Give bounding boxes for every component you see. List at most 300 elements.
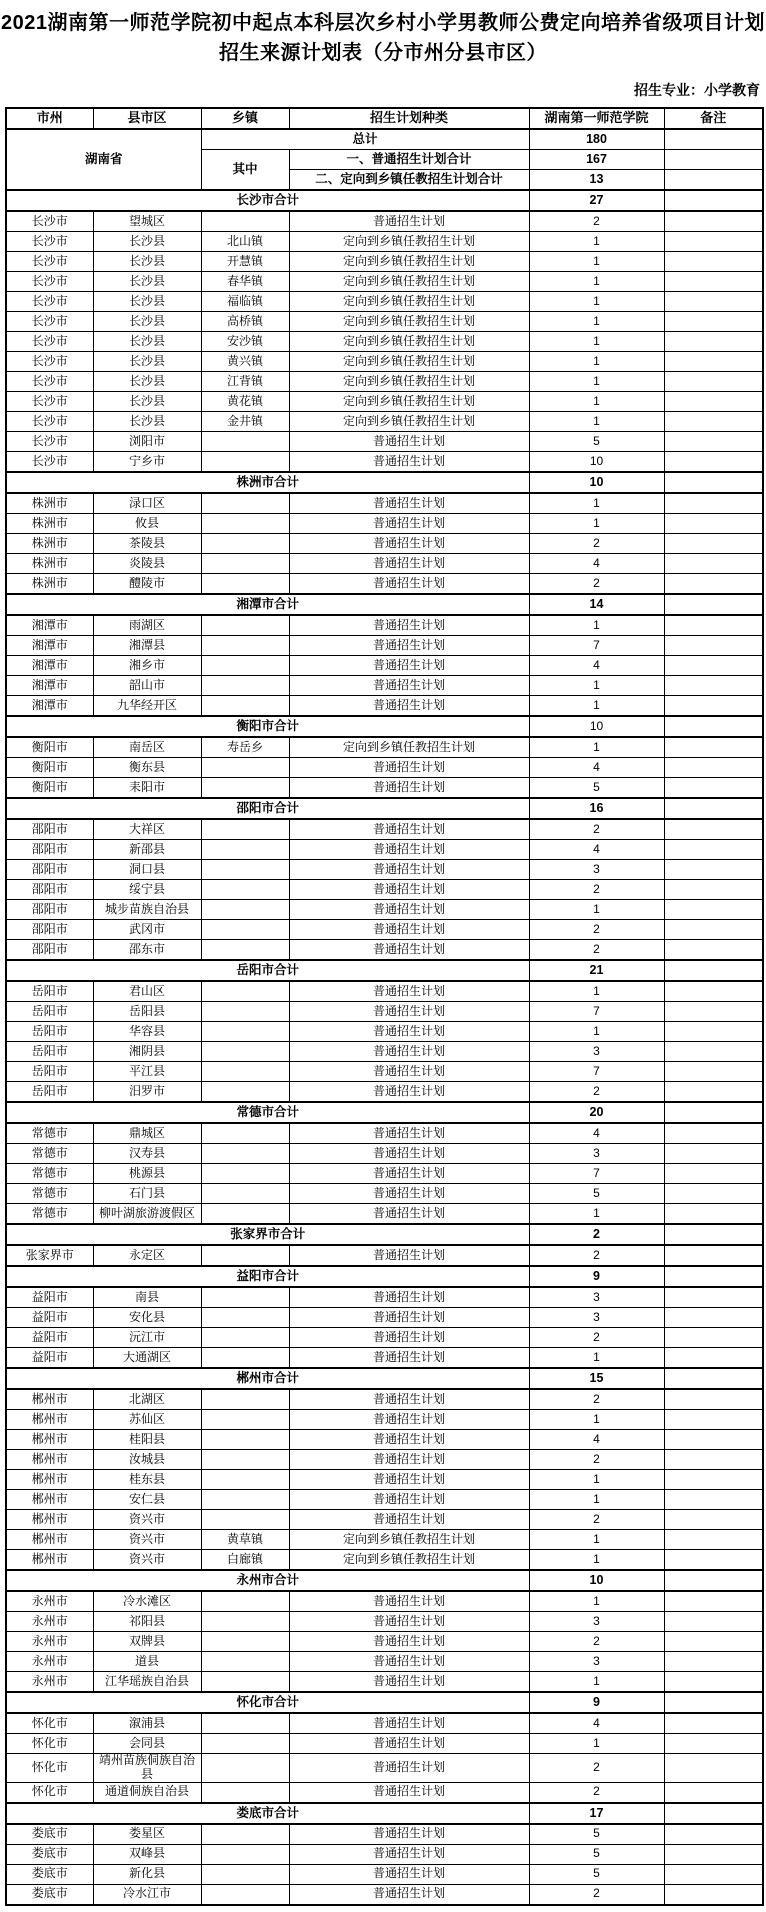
breakdown-township-value-cell: 13 [529, 170, 664, 191]
city-cell: 长沙市 [6, 452, 93, 473]
county-cell: 雨湖区 [93, 615, 201, 636]
plan-data-row [6, 1782, 763, 1803]
value-cell: 2 [529, 1082, 664, 1103]
value-cell: 4 [529, 1123, 664, 1144]
plan-type-cell: 普通招生计划 [289, 1884, 529, 1905]
remark-cell [664, 1612, 763, 1632]
plan-type-cell: 普通招生计划 [289, 1591, 529, 1612]
summary-remark-cell [664, 190, 763, 211]
plan-type-cell: 定向到乡镇任教招生计划 [289, 737, 529, 758]
county-cell: 桂阳县 [93, 1430, 201, 1450]
remark-cell [664, 1042, 763, 1062]
town-cell [201, 860, 289, 880]
town-cell [201, 880, 289, 900]
city-cell: 永州市 [6, 1632, 93, 1652]
province-total-remark-cell [664, 129, 763, 150]
remark-cell [664, 676, 763, 696]
plan-type-cell: 普通招生计划 [289, 452, 529, 473]
province-total-label-cell: 总计 [201, 129, 529, 150]
remark-cell [664, 1734, 763, 1754]
summary-label-cell: 常德市合计 [6, 1102, 529, 1123]
county-cell: 长沙县 [93, 292, 201, 312]
remark-cell [664, 840, 763, 860]
city-cell: 娄底市 [6, 1864, 93, 1884]
summary-value-cell: 27 [529, 190, 664, 211]
plan-data-row [6, 656, 763, 676]
county-cell: 茶陵县 [93, 534, 201, 554]
plan-type-cell: 普通招生计划 [289, 1022, 529, 1042]
plan-data-row [6, 1389, 763, 1410]
remark-cell [664, 778, 763, 799]
remark-cell [664, 1550, 763, 1571]
town-cell: 开慧镇 [201, 252, 289, 272]
town-cell [201, 1591, 289, 1612]
city-cell: 娄底市 [6, 1844, 93, 1864]
plan-type-cell: 普通招生计划 [289, 534, 529, 554]
town-cell: 黄花镇 [201, 392, 289, 412]
remark-cell [664, 1490, 763, 1510]
city-cell: 郴州市 [6, 1410, 93, 1430]
plan-type-cell: 普通招生计划 [289, 900, 529, 920]
value-cell: 3 [529, 1042, 664, 1062]
county-cell: 会同县 [93, 1734, 201, 1754]
plan-type-cell: 普通招生计划 [289, 1204, 529, 1225]
remark-cell [664, 1123, 763, 1144]
plan-data-row [6, 1144, 763, 1164]
city-cell: 衡阳市 [6, 737, 93, 758]
city-cell: 郴州市 [6, 1430, 93, 1450]
plan-data-row [6, 1652, 763, 1672]
city-cell: 邵阳市 [6, 920, 93, 940]
town-cell [201, 514, 289, 534]
value-cell: 1 [529, 1550, 664, 1571]
plan-type-cell: 普通招生计划 [289, 1430, 529, 1450]
county-cell: 汝城县 [93, 1450, 201, 1470]
value-cell: 5 [529, 432, 664, 452]
county-cell: 安仁县 [93, 1490, 201, 1510]
city-cell: 长沙市 [6, 412, 93, 432]
town-cell [201, 432, 289, 452]
city-summary-row [6, 1266, 763, 1287]
county-cell: 桃源县 [93, 1164, 201, 1184]
plan-data-row [6, 1022, 763, 1042]
city-summary-row [6, 1570, 763, 1591]
summary-label-cell: 怀化市合计 [6, 1692, 529, 1713]
town-cell: 江背镇 [201, 372, 289, 392]
town-cell [201, 1204, 289, 1225]
town-cell [201, 1042, 289, 1062]
plan-type-cell: 普通招生计划 [289, 1410, 529, 1430]
town-cell [201, 1632, 289, 1652]
town-cell [201, 981, 289, 1002]
town-cell [201, 1612, 289, 1632]
remark-cell [664, 696, 763, 717]
plan-type-cell: 定向到乡镇任教招生计划 [289, 1530, 529, 1550]
county-cell: 柳叶湖旅游渡假区 [93, 1204, 201, 1225]
plan-data-row [6, 432, 763, 452]
value-cell: 4 [529, 1430, 664, 1450]
plan-data-row [6, 493, 763, 514]
plan-data-row [6, 1002, 763, 1022]
plan-data-row [6, 1884, 763, 1905]
value-cell: 2 [529, 211, 664, 232]
plan-data-row [6, 880, 763, 900]
summary-label-cell: 邵阳市合计 [6, 798, 529, 819]
plan-data-row [6, 1490, 763, 1510]
city-summary-row [6, 798, 763, 819]
city-summary-row [6, 1692, 763, 1713]
city-cell: 益阳市 [6, 1328, 93, 1348]
city-cell: 株洲市 [6, 493, 93, 514]
plan-type-cell: 普通招生计划 [289, 615, 529, 636]
summary-remark-cell [664, 1224, 763, 1245]
city-cell: 娄底市 [6, 1824, 93, 1845]
value-cell: 4 [529, 840, 664, 860]
town-cell [201, 554, 289, 574]
value-cell: 2 [529, 534, 664, 554]
plan-type-cell: 普通招生计划 [289, 1389, 529, 1410]
summary-remark-cell [664, 1266, 763, 1287]
value-cell: 3 [529, 1652, 664, 1672]
city-cell: 郴州市 [6, 1510, 93, 1530]
value-cell: 2 [529, 1245, 664, 1266]
city-cell: 怀化市 [6, 1754, 93, 1783]
county-cell: 大通湖区 [93, 1348, 201, 1369]
town-cell [201, 1470, 289, 1490]
remark-cell [664, 1062, 763, 1082]
plan-data-row [6, 1082, 763, 1103]
plan-data-row [6, 1245, 763, 1266]
breakdown-regular-remark-cell [664, 150, 763, 170]
city-cell: 永州市 [6, 1591, 93, 1612]
remark-cell [664, 432, 763, 452]
summary-value-cell: 16 [529, 798, 664, 819]
plan-data-row [6, 778, 763, 799]
summary-value-cell: 9 [529, 1692, 664, 1713]
plan-type-cell: 普通招生计划 [289, 1510, 529, 1530]
city-summary-row [6, 472, 763, 493]
remark-cell [664, 514, 763, 534]
plan-type-cell: 普通招生计划 [289, 696, 529, 717]
county-cell: 双峰县 [93, 1844, 201, 1864]
value-cell: 2 [529, 1632, 664, 1652]
summary-remark-cell [664, 594, 763, 615]
summary-label-cell: 娄底市合计 [6, 1803, 529, 1824]
town-cell [201, 1672, 289, 1693]
remark-cell [664, 1245, 763, 1266]
county-cell: 城步苗族自治县 [93, 900, 201, 920]
value-cell: 1 [529, 312, 664, 332]
plan-data-row [6, 1410, 763, 1430]
remark-cell [664, 1348, 763, 1369]
plan-data-row [6, 574, 763, 595]
value-cell: 2 [529, 1328, 664, 1348]
plan-type-cell: 普通招生计划 [289, 1754, 529, 1783]
county-cell: 祁阳县 [93, 1612, 201, 1632]
city-summary-row [6, 1102, 763, 1123]
county-cell: 石门县 [93, 1184, 201, 1204]
plan-data-row [6, 1287, 763, 1308]
plan-type-cell: 普通招生计划 [289, 940, 529, 961]
town-cell [201, 1884, 289, 1905]
plan-data-row [6, 392, 763, 412]
plan-type-cell: 普通招生计划 [289, 1348, 529, 1369]
remark-cell [664, 900, 763, 920]
county-cell: 炎陵县 [93, 554, 201, 574]
county-cell: 娄星区 [93, 1824, 201, 1845]
city-summary-row [6, 716, 763, 737]
plan-type-cell: 普通招生计划 [289, 1002, 529, 1022]
city-cell: 湘潭市 [6, 676, 93, 696]
plan-type-cell: 普通招生计划 [289, 1328, 529, 1348]
plan-type-cell: 普通招生计划 [289, 1632, 529, 1652]
value-cell: 3 [529, 1308, 664, 1328]
plan-data-row [6, 232, 763, 252]
city-cell: 岳阳市 [6, 981, 93, 1002]
county-cell: 湘乡市 [93, 656, 201, 676]
county-cell: 长沙县 [93, 412, 201, 432]
plan-data-row [6, 1062, 763, 1082]
plan-data-row [6, 860, 763, 880]
city-cell: 邵阳市 [6, 940, 93, 961]
plan-data-row [6, 1204, 763, 1225]
city-cell: 益阳市 [6, 1348, 93, 1369]
county-cell: 长沙县 [93, 232, 201, 252]
county-cell: 长沙县 [93, 272, 201, 292]
value-cell: 5 [529, 778, 664, 799]
plan-data-row [6, 1734, 763, 1754]
county-cell: 道县 [93, 1652, 201, 1672]
value-cell: 1 [529, 412, 664, 432]
header-row [6, 108, 763, 129]
city-cell: 湘潭市 [6, 656, 93, 676]
town-cell [201, 615, 289, 636]
county-cell: 双牌县 [93, 1632, 201, 1652]
plan-type-cell: 普通招生计划 [289, 432, 529, 452]
town-cell [201, 1734, 289, 1754]
plan-type-cell: 普通招生计划 [289, 1490, 529, 1510]
summary-remark-cell [664, 960, 763, 981]
plan-type-cell: 普通招生计划 [289, 1123, 529, 1144]
city-cell: 邵阳市 [6, 819, 93, 840]
plan-type-cell: 普通招生计划 [289, 880, 529, 900]
remark-cell [664, 920, 763, 940]
plan-type-cell: 普通招生计划 [289, 1082, 529, 1103]
summary-label-cell: 长沙市合计 [6, 190, 529, 211]
province-name-cell: 湖南省 [6, 129, 201, 190]
city-cell: 郴州市 [6, 1450, 93, 1470]
remark-cell [664, 1328, 763, 1348]
plan-data-row [6, 758, 763, 778]
town-cell [201, 1287, 289, 1308]
plan-data-row [6, 615, 763, 636]
value-cell: 2 [529, 1754, 664, 1783]
remark-cell [664, 1652, 763, 1672]
city-cell: 岳阳市 [6, 1002, 93, 1022]
plan-data-row [6, 1510, 763, 1530]
summary-remark-cell [664, 1692, 763, 1713]
value-cell: 2 [529, 1389, 664, 1410]
town-cell [201, 211, 289, 232]
plan-data-row [6, 1450, 763, 1470]
value-cell: 5 [529, 1864, 664, 1884]
summary-remark-cell [664, 1803, 763, 1824]
value-cell: 2 [529, 920, 664, 940]
plan-data-row [6, 1824, 763, 1845]
plan-data-row [6, 900, 763, 920]
county-cell: 新邵县 [93, 840, 201, 860]
remark-cell [664, 1884, 763, 1905]
plan-type-cell: 普通招生计划 [289, 778, 529, 799]
city-cell: 长沙市 [6, 372, 93, 392]
town-cell [201, 1652, 289, 1672]
town-cell [201, 1713, 289, 1734]
county-cell: 华容县 [93, 1022, 201, 1042]
town-cell [201, 574, 289, 595]
value-cell: 5 [529, 1824, 664, 1845]
city-cell: 衡阳市 [6, 758, 93, 778]
value-cell: 5 [529, 1844, 664, 1864]
value-cell: 2 [529, 940, 664, 961]
plan-data-row [6, 1591, 763, 1612]
breakdown-township-remark-cell [664, 170, 763, 191]
value-cell: 1 [529, 615, 664, 636]
plan-type-cell: 普通招生计划 [289, 840, 529, 860]
county-cell: 大祥区 [93, 819, 201, 840]
plan-type-cell: 普通招生计划 [289, 1450, 529, 1470]
county-cell: 岳阳县 [93, 1002, 201, 1022]
town-cell [201, 778, 289, 799]
plan-type-cell: 普通招生计划 [289, 758, 529, 778]
summary-remark-cell [664, 798, 763, 819]
city-cell: 邵阳市 [6, 880, 93, 900]
city-cell: 常德市 [6, 1204, 93, 1225]
plan-data-row [6, 696, 763, 717]
value-cell: 1 [529, 1490, 664, 1510]
plan-data-row [6, 292, 763, 312]
summary-value-cell: 20 [529, 1102, 664, 1123]
value-cell: 1 [529, 1022, 664, 1042]
plan-data-row [6, 1632, 763, 1652]
remark-cell [664, 1754, 763, 1783]
value-cell: 5 [529, 1184, 664, 1204]
city-cell: 张家界市 [6, 1245, 93, 1266]
remark-cell [664, 1713, 763, 1734]
col-header-city: 市州 [6, 108, 93, 129]
town-cell: 安沙镇 [201, 332, 289, 352]
county-cell: 长沙县 [93, 252, 201, 272]
summary-label-cell: 岳阳市合计 [6, 960, 529, 981]
plan-type-cell: 普通招生计划 [289, 1042, 529, 1062]
town-cell [201, 920, 289, 940]
value-cell: 1 [529, 352, 664, 372]
city-cell: 长沙市 [6, 352, 93, 372]
city-cell: 常德市 [6, 1164, 93, 1184]
col-header-remark: 备注 [664, 108, 763, 129]
town-cell [201, 1328, 289, 1348]
city-cell: 湘潭市 [6, 636, 93, 656]
county-cell: 平江县 [93, 1062, 201, 1082]
county-cell: 湘潭县 [93, 636, 201, 656]
plan-type-cell: 普通招生计划 [289, 514, 529, 534]
plan-data-row [6, 272, 763, 292]
county-cell: 邵东市 [93, 940, 201, 961]
plan-type-cell: 普通招生计划 [289, 1612, 529, 1632]
plan-type-cell: 普通招生计划 [289, 636, 529, 656]
value-cell: 3 [529, 860, 664, 880]
value-cell: 4 [529, 554, 664, 574]
plan-type-cell: 普通招生计划 [289, 1245, 529, 1266]
col-header-plan-type: 招生计划种类 [289, 108, 529, 129]
town-cell [201, 1348, 289, 1369]
town-cell [201, 1450, 289, 1470]
county-cell: 南岳区 [93, 737, 201, 758]
city-cell: 永州市 [6, 1652, 93, 1672]
plan-type-cell: 定向到乡镇任教招生计划 [289, 292, 529, 312]
value-cell: 1 [529, 493, 664, 514]
value-cell: 7 [529, 1164, 664, 1184]
value-cell: 4 [529, 758, 664, 778]
remark-cell [664, 1410, 763, 1430]
remark-cell [664, 656, 763, 676]
plan-type-cell: 定向到乡镇任教招生计划 [289, 252, 529, 272]
plan-data-row [6, 1672, 763, 1693]
city-cell: 岳阳市 [6, 1062, 93, 1082]
city-summary-row [6, 1224, 763, 1245]
remark-cell [664, 1144, 763, 1164]
remark-cell [664, 252, 763, 272]
plan-type-cell: 普通招生计划 [289, 1864, 529, 1884]
plan-data-row [6, 1754, 763, 1783]
title-line-1: 2021湖南第一师范学院初中起点本科层次乡村小学男教师公费定向培养省级项目计划 [1, 12, 765, 34]
plan-type-cell: 普通招生计划 [289, 1470, 529, 1490]
summary-value-cell: 10 [529, 1570, 664, 1591]
town-cell [201, 758, 289, 778]
plan-type-cell: 普通招生计划 [289, 656, 529, 676]
remark-cell [664, 1864, 763, 1884]
remark-cell [664, 1082, 763, 1103]
plan-type-cell: 定向到乡镇任教招生计划 [289, 272, 529, 292]
remark-cell [664, 1824, 763, 1845]
remark-cell [664, 574, 763, 595]
town-cell [201, 1844, 289, 1864]
remark-cell [664, 1470, 763, 1490]
city-cell: 湘潭市 [6, 696, 93, 717]
city-cell: 株洲市 [6, 514, 93, 534]
plan-data-row [6, 1308, 763, 1328]
county-cell: 绥宁县 [93, 880, 201, 900]
plan-type-cell: 定向到乡镇任教招生计划 [289, 412, 529, 432]
summary-value-cell: 15 [529, 1368, 664, 1389]
county-cell: 汨罗市 [93, 1082, 201, 1103]
plan-type-cell: 普通招生计划 [289, 1144, 529, 1164]
plan-type-cell: 定向到乡镇任教招生计划 [289, 1550, 529, 1571]
value-cell: 7 [529, 1002, 664, 1022]
county-cell: 资兴市 [93, 1530, 201, 1550]
summary-label-cell: 湘潭市合计 [6, 594, 529, 615]
town-cell [201, 1184, 289, 1204]
town-cell: 高桥镇 [201, 312, 289, 332]
plan-data-row [6, 372, 763, 392]
remark-cell [664, 1672, 763, 1693]
city-cell: 常德市 [6, 1123, 93, 1144]
value-cell: 1 [529, 737, 664, 758]
town-cell [201, 1389, 289, 1410]
county-cell: 洞口县 [93, 860, 201, 880]
plan-data-row [6, 636, 763, 656]
county-cell: 浏阳市 [93, 432, 201, 452]
remark-cell [664, 758, 763, 778]
